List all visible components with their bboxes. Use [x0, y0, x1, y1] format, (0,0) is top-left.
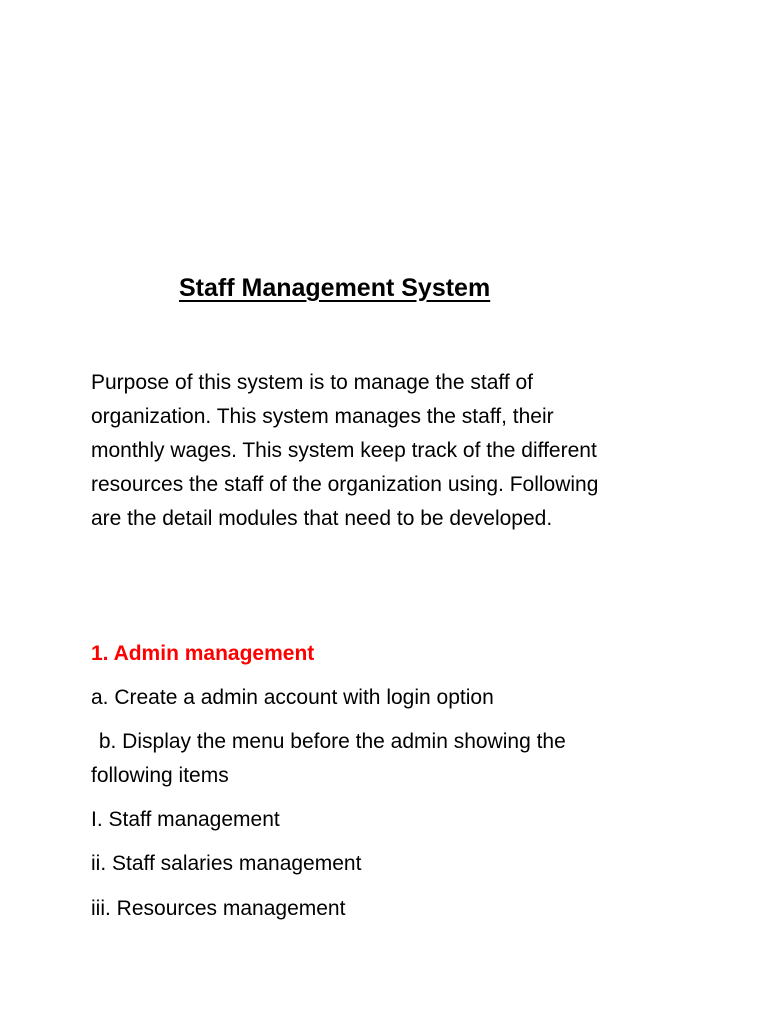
intro-line: resources the staff of the organization using. Following: [91, 473, 599, 496]
intro-line: organization. This system manages the staff, their: [91, 405, 554, 428]
menu-item-staff-salaries-management: ii. Staff salaries management: [91, 852, 362, 875]
menu-item-staff-management: I. Staff management: [91, 808, 280, 831]
menu-item-resources-management: iii. Resources management: [91, 897, 346, 920]
list-item-display-menu: b. Display the menu before the admin showing the: [93, 730, 566, 753]
intro-line: Purpose of this system is to manage the staff of: [91, 371, 534, 394]
intro-line: are the detail modules that need to be developed.: [91, 507, 553, 530]
list-item-create-admin-account: a. Create a admin account with login option: [91, 686, 494, 709]
page-title: Staff Management System: [179, 274, 491, 302]
intro-line: monthly wages. This system keep track of the different: [91, 439, 597, 462]
list-item-display-menu-continued: following items: [91, 764, 229, 787]
intro-paragraph: [91, 366, 691, 536]
section-heading-admin-management: 1. Admin management: [91, 642, 315, 665]
